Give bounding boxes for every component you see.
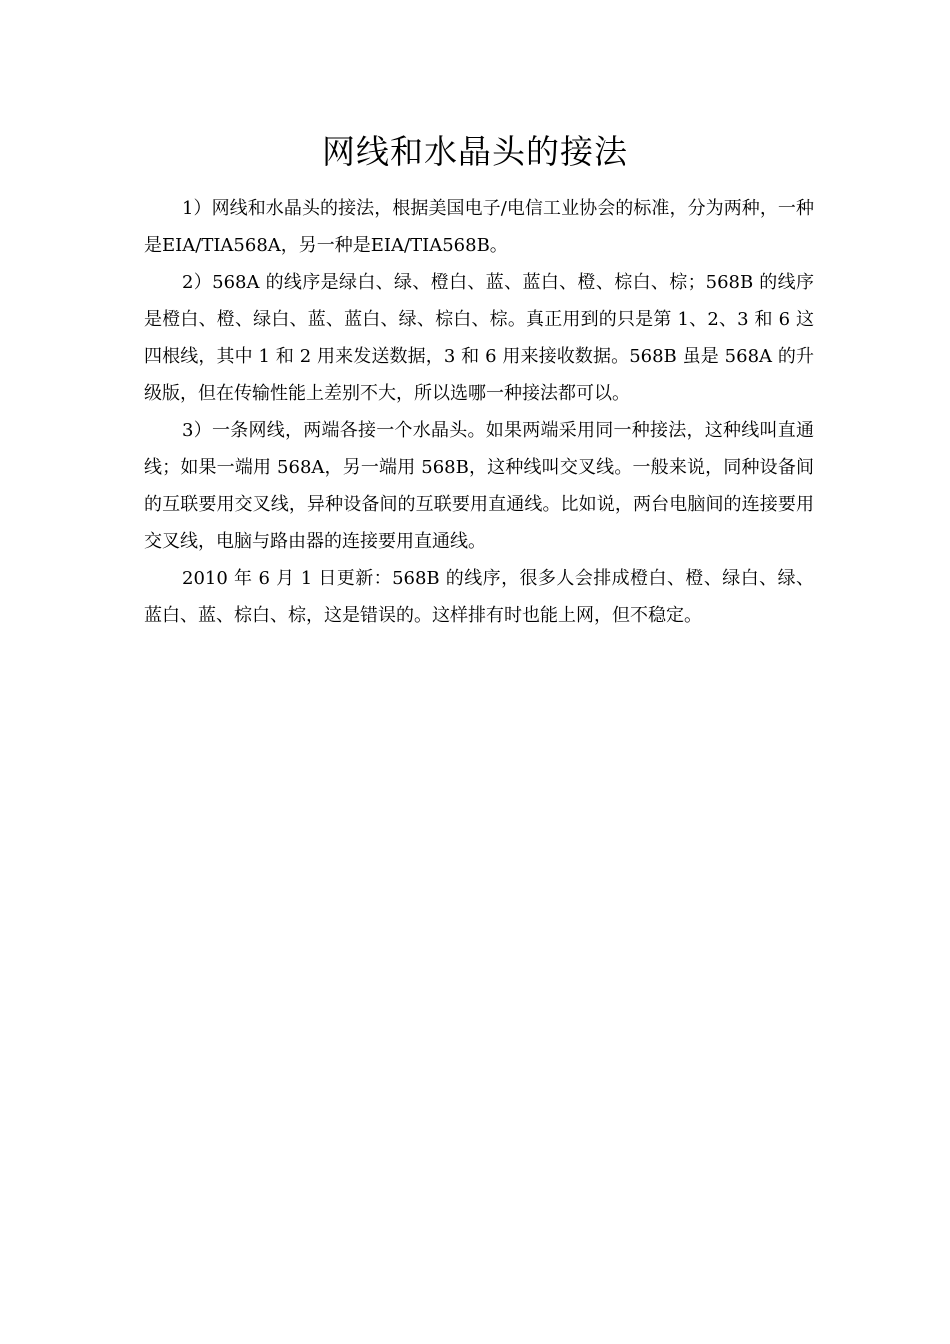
document-title: 网线和水晶头的接法 xyxy=(322,132,628,171)
document-body xyxy=(144,190,814,634)
paragraph-wire-order: 2）568A 的线序是绿白、绿、橙白、蓝、蓝白、橙、棕白、棕；568B 的线序是橙白、橙、绿白、蓝、蓝白、绿、棕白、棕。真正用到的只是第 1、2、3 和 6 这四根线，其中 1 和 2 用来发送数据，3 和 6 用来接收数据。568B 虽是 568A 的升级版，但在传输性能上差别不大，所以选哪一种接法都可以。 xyxy=(144,272,814,404)
paragraph-cable-types: 3）一条网线，两端各接一个水晶头。如果两端采用同一种接法，这种线叫直通线；如果一端用 568A，另一端用 568B，这种线叫交叉线。一般来说，同种设备间的互联要用交叉线，异种设备间的互联要用直通线。比如说，两台电脑间的连接要用交叉线，电脑与路由器的连接要用直通线。 xyxy=(144,420,814,552)
paragraph-standards: 1）网线和水晶头的接法，根据美国电子/电信工业协会的标准，分为两种，一种是EIA/TIA568A，另一种是EIA/TIA568B。 xyxy=(144,198,814,256)
paragraph-update-note: 2010 年 6 月 1 日更新：568B 的线序，很多人会排成橙白、橙、绿白、绿、蓝白、蓝、棕白、棕，这是错误的。这样排有时也能上网，但不稳定。 xyxy=(144,568,814,626)
